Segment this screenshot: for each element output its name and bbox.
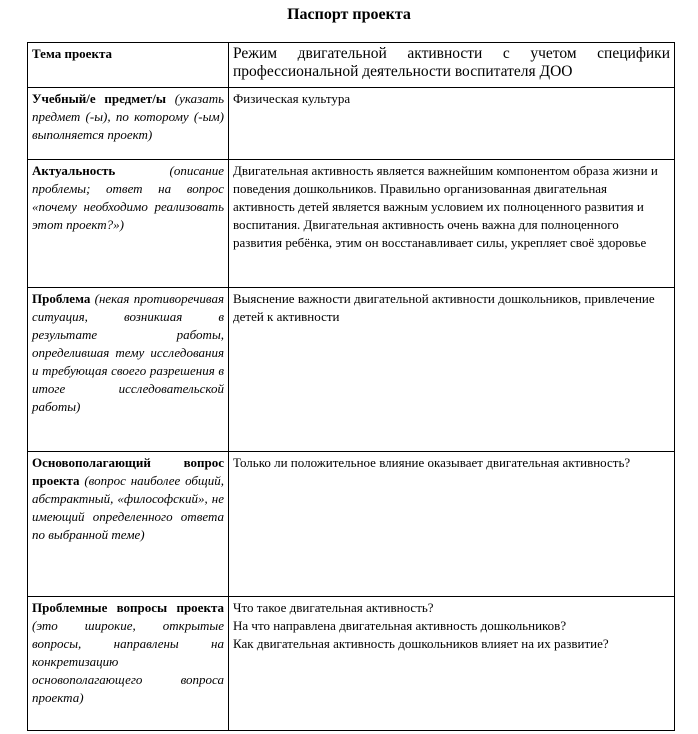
row-value-subject: Физическая культура [229, 88, 675, 160]
table-row-subject [28, 88, 675, 160]
row-label-bold: Тема проекта [32, 46, 112, 61]
row-label-topic [28, 43, 229, 88]
row-label-bold: Проблемные вопросы проекта [32, 600, 224, 615]
row-value-problem: Выяснение важности двигательной активности дошкольников, привлечение детей к активности [229, 288, 675, 452]
row-value-fundamental-question: Только ли положительное влияние оказывает двигательная активность? [229, 452, 675, 597]
problem-question-line: Как двигательная активность дошкольников влияет на их развитие? [233, 636, 609, 651]
document-title: Паспорт проекта [287, 6, 411, 23]
row-value-topic: Режим двигательной активности с учетом специфики профессиональной деятельности воспитателя ДОО [229, 43, 675, 88]
row-label-hint: (описание проблемы; ответ на вопрос «почему необходимо реализовать этот проект?») [32, 163, 224, 232]
row-label-bold: Основополагающий вопрос проекта [32, 455, 224, 488]
table-row-problem [28, 288, 675, 452]
row-value-relevance: Двигательная активность является важнейшим компонентом образа жизни и поведения дошкольников. Правильно организованная двигательная активность детей является важным условием их полноценного развития и воспитания. Двигательная активность очень важна для полноценного развития ребёнка, этим он восстанавливает силы, укрепляет своё здоровье [229, 160, 675, 288]
row-label-hint: (вопрос наиболее общий, абстрактный, «философский», не имеющий определенного ответа по выбранной теме) [32, 473, 224, 542]
table-row-problem-questions [28, 597, 675, 731]
row-label-fundamental-question [28, 452, 229, 597]
table-row-topic [28, 43, 675, 88]
table-row-relevance [28, 160, 675, 288]
row-label-problem-questions [28, 597, 229, 731]
row-label-bold: Учебный/е предмет/ы [32, 91, 167, 106]
row-label-relevance [28, 160, 229, 288]
row-label-bold: Проблема [32, 291, 91, 306]
row-label-hint: (некая противоречивая ситуация, возникшая в результате работы, определившая тему исследования и требующая своего разрешения в итоге исследовательской работы) [32, 291, 224, 414]
row-label-problem [28, 288, 229, 452]
row-label-subject [28, 88, 229, 160]
project-passport-table [27, 42, 675, 731]
table-row-fundamental-question [28, 452, 675, 597]
row-label-bold: Актуальность [32, 163, 116, 178]
row-value-problem-questions [229, 597, 675, 731]
row-label-hint: (указать предмет (-ы), по которому (-ым) выполняется проект) [32, 91, 224, 142]
problem-question-line: Что такое двигательная активность? [233, 600, 434, 615]
problem-question-line: На что направлена двигательная активность дошкольников? [233, 618, 567, 633]
row-label-hint: (это широкие, открытые вопросы, направлены на конкретизацию основополагающего вопроса проекта) [32, 618, 224, 705]
